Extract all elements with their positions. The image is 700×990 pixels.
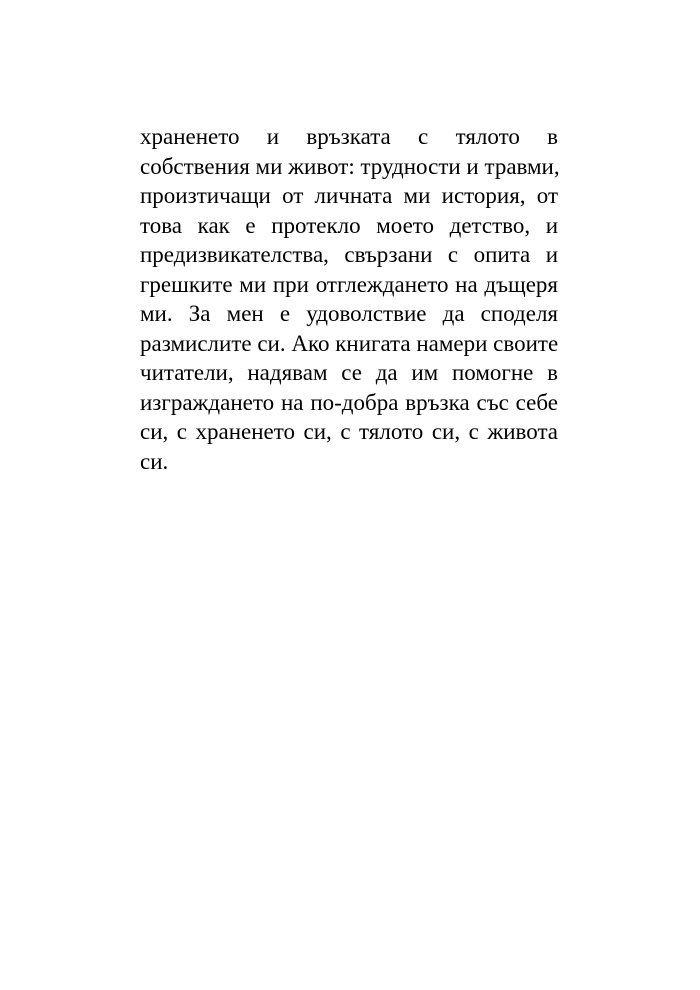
text-line: ми. За мен е удоволствие да споделя: [140, 301, 558, 326]
text-line: произтичащи от личната ми история, от: [140, 183, 558, 208]
text-line: изграждането на по-добра връзка със себе: [140, 389, 558, 415]
text-line: грешките ми при отглеждането на дъщеря: [140, 271, 558, 297]
body-paragraph: [140, 122, 558, 476]
text-line: това как е протекло моето детство, и: [140, 212, 558, 238]
text-line: собствения ми живот: трудности и травми,: [140, 153, 560, 179]
text-line: читатели, надявам се да им помогне в: [140, 360, 558, 385]
text-line: размислите си. Ако книгата намери своите: [140, 330, 559, 356]
text-line: предизвикателства, свързани с опита и: [140, 242, 558, 267]
text-line: си, с храненето си, с тялото си, с живота: [140, 419, 558, 444]
text-line-last: си.: [140, 448, 169, 474]
text-line: храненето и връзката с тялото в: [140, 124, 558, 149]
